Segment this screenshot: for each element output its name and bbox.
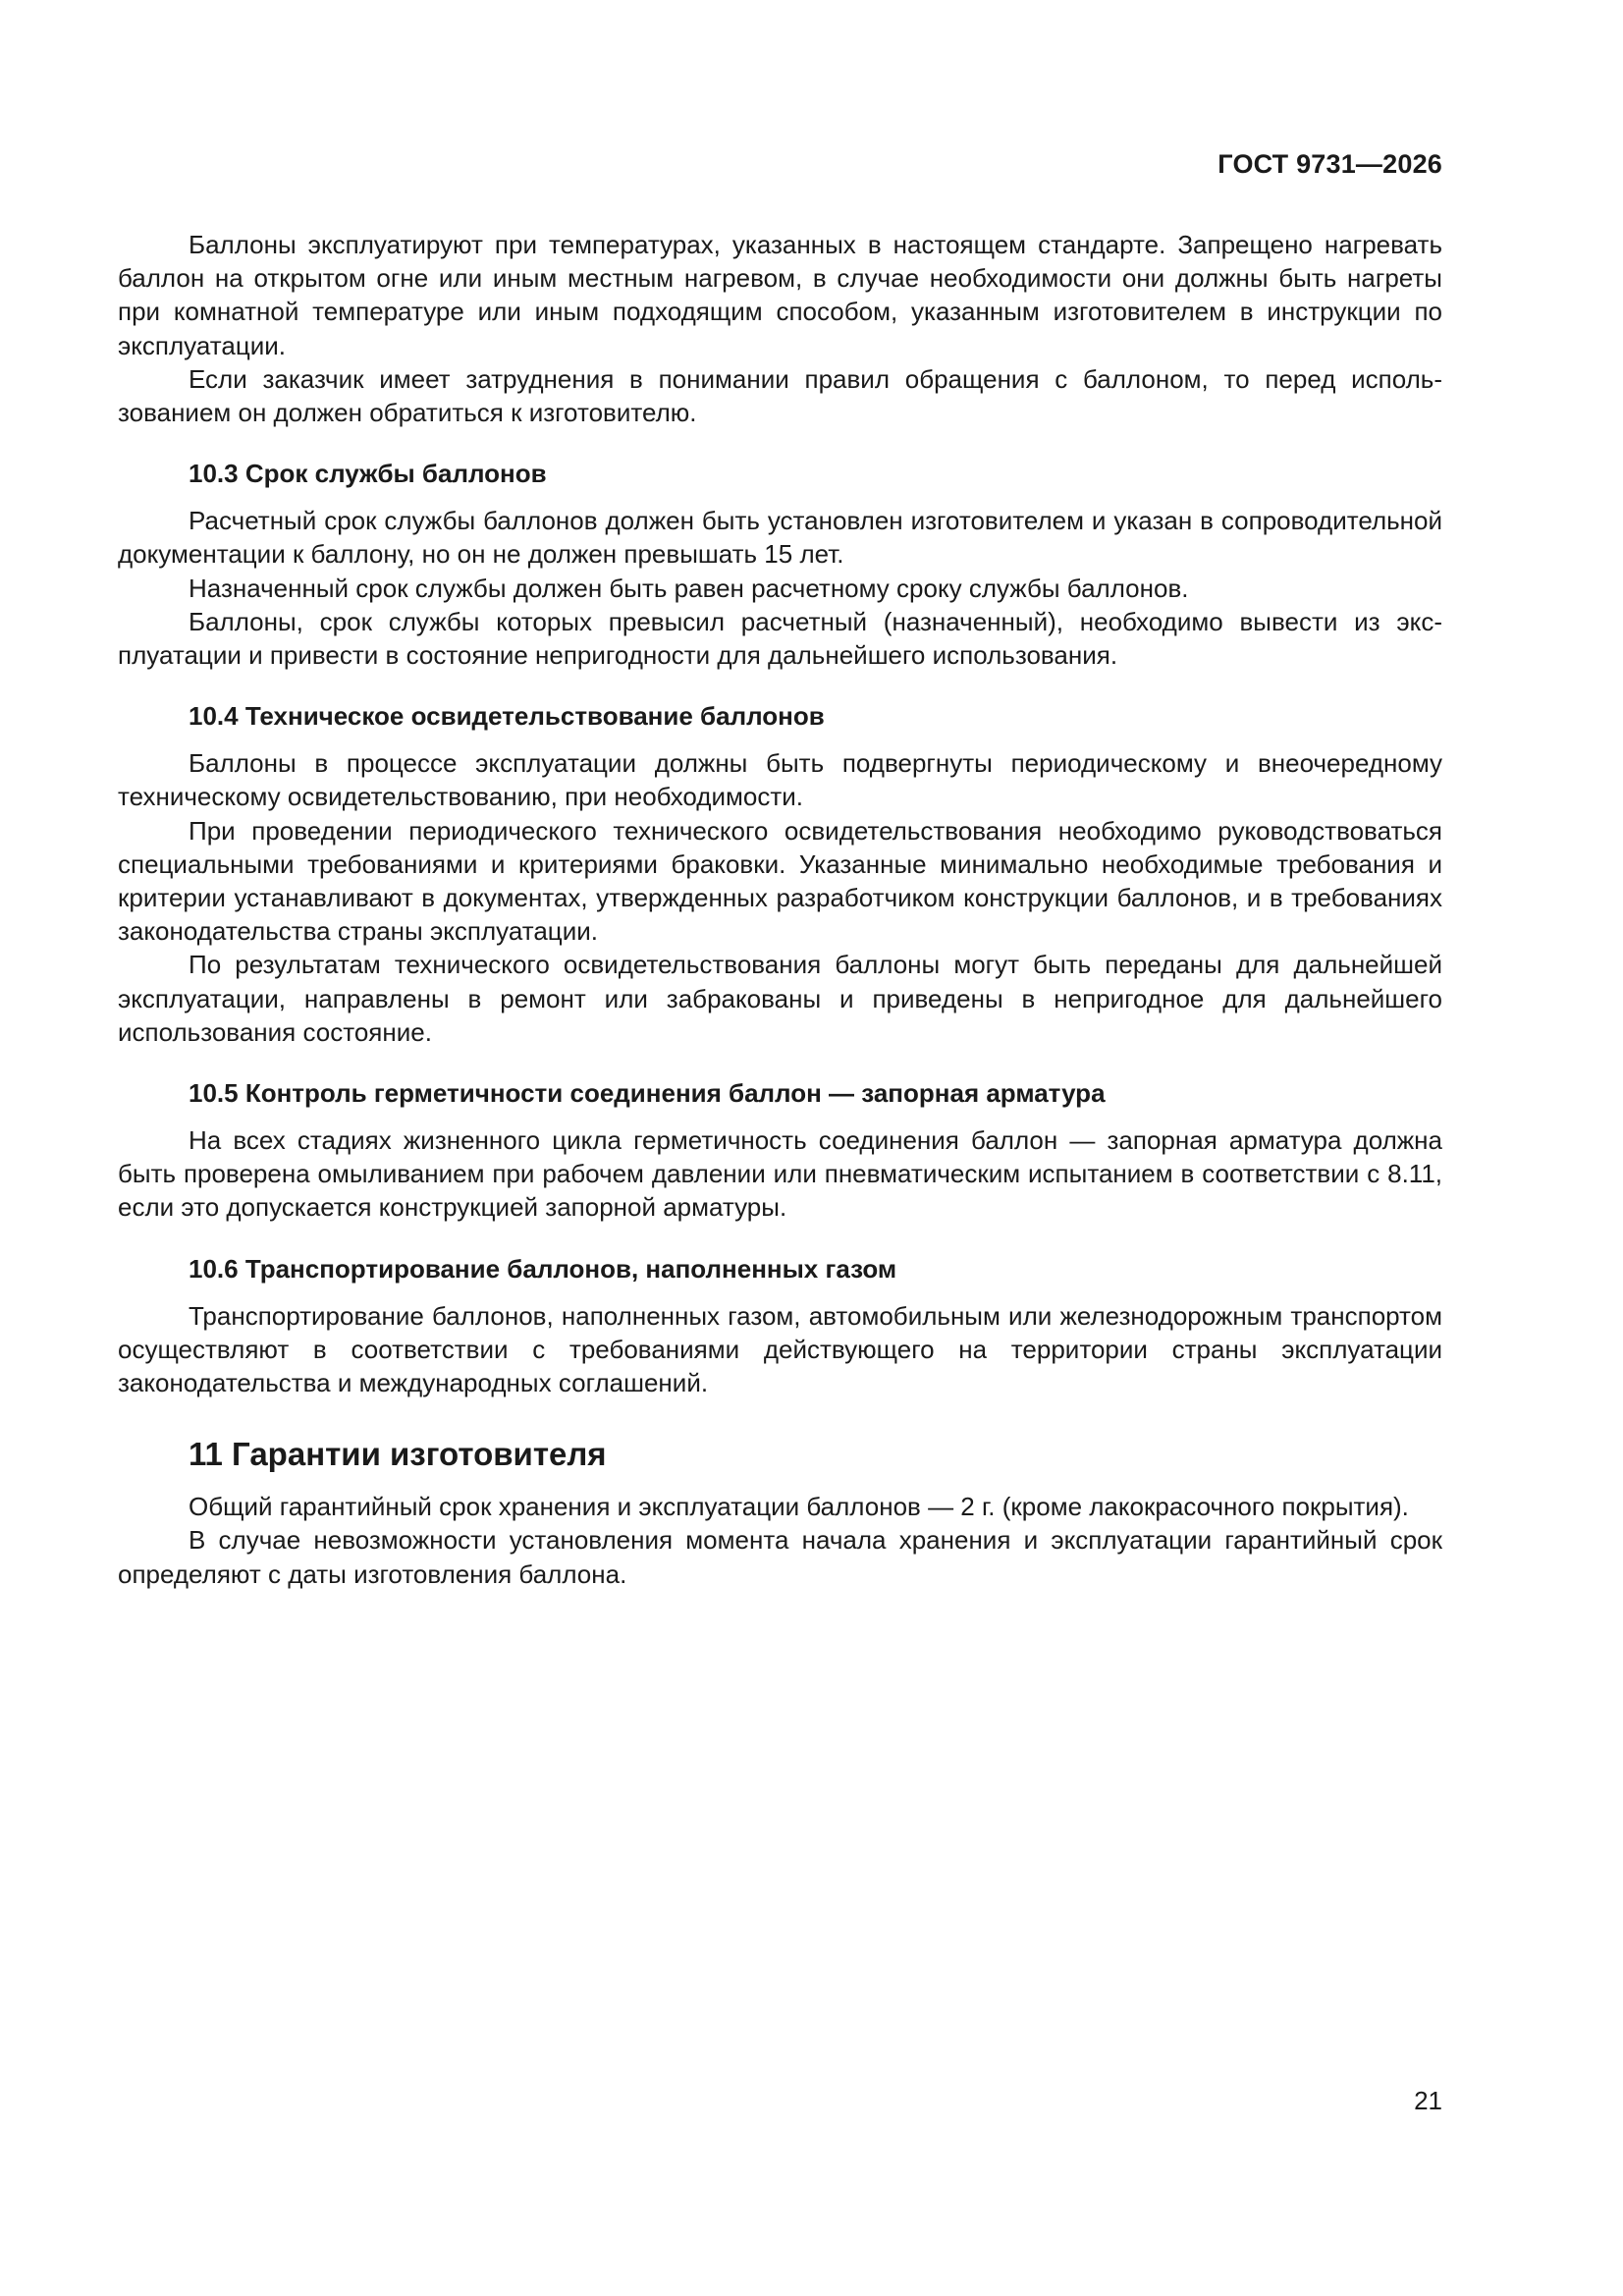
paragraph: На всех стадиях жизненного цикла герметичность соединения баллон — запорная арматура должна быть проверена омыливанием при рабочем давлении или пневматическим испытанием в соответствии с 8.11, если это допускается конструкцией запорной арматуры. bbox=[118, 1125, 1442, 1223]
section-heading-10-6: 10.6 Транспортирование баллонов, наполненных газом bbox=[189, 1253, 897, 1284]
page-number: 21 bbox=[1414, 2086, 1442, 2115]
paragraph: Если заказчик имеет затруднения в понимании правил обращения с баллоном, то перед использованием он должен обратиться к изготовителю. bbox=[118, 363, 1442, 428]
chapter-heading-11: 11 Гарантии изготовителя bbox=[189, 1436, 607, 1473]
paragraph: Назначенный срок службы должен быть равен расчетному сроку службы баллонов. bbox=[189, 573, 1189, 603]
section-heading-10-4: 10.4 Техническое освидетельствование баллонов bbox=[189, 701, 825, 732]
section-heading-10-5: 10.5 Контроль герметичности соединения баллон — запорная арматура bbox=[189, 1078, 1106, 1109]
page-content bbox=[118, 228, 1442, 1591]
paragraph: При проведении периодического технического освидетельствования необходимо руководствоваться специальными требованиями и критериями браковки. Указанные минимально необходимые требования и критерии устанавливают в документах, утвержденных разработчиком конструкции баллонов, и в требованиях законодательства страны эксплуатации. bbox=[118, 815, 1442, 947]
paragraph: Баллоны, срок службы которых превысил расчетный (назначенный), необходимо вывести из эксплуатации и привести в состояние непригодности для дальнейшего использования. bbox=[118, 606, 1442, 671]
paragraph: Расчетный срок службы баллонов должен быть установлен изготовителем и указан в сопроводительной документации к баллону, но он не должен превышать 15 лет. bbox=[118, 506, 1442, 570]
paragraph: По результатам технического освидетельствования баллоны могут быть переданы для дальнейшей эксплуатации, направлены в ремонт или забракованы и приведены в непригодное для дальнейшего использования состояние. bbox=[118, 950, 1442, 1047]
paragraph: Общий гарантийный срок хранения и эксплуатации баллонов — 2 г. (кроме лакокрасочного покрытия). bbox=[189, 1492, 1409, 1522]
document-code: ГОСТ 9731—2026 bbox=[1217, 149, 1442, 179]
section-heading-10-3: 10.3 Срок службы баллонов bbox=[189, 459, 547, 489]
paragraph: В случае невозможности установления момента начала хранения и эксплуатации гарантийный срок определяют с даты изготовления баллона. bbox=[118, 1525, 1442, 1589]
paragraph: Баллоны в процессе эксплуатации должны быть подвергнуты периодическому и внеочередному техническому освидетельствованию, при необходимости. bbox=[118, 748, 1442, 812]
paragraph: Транспортирование баллонов, наполненных газом, автомобильным или железнодорожным транспортом осуществляют в соответствии с требованиями действующего на территории страны эксплуатации законодательства и международных соглашений. bbox=[118, 1300, 1442, 1398]
paragraph: Баллоны эксплуатируют при температурах, указанных в настоящем стандарте. Запрещено нагревать баллон на открытом огне или иным местным нагревом, в случае необходимости они должны быть нагреты при комнатной температуре или иным подходящим способом, указанным изготовителем в инструкции по эксплуатации. bbox=[118, 230, 1442, 360]
